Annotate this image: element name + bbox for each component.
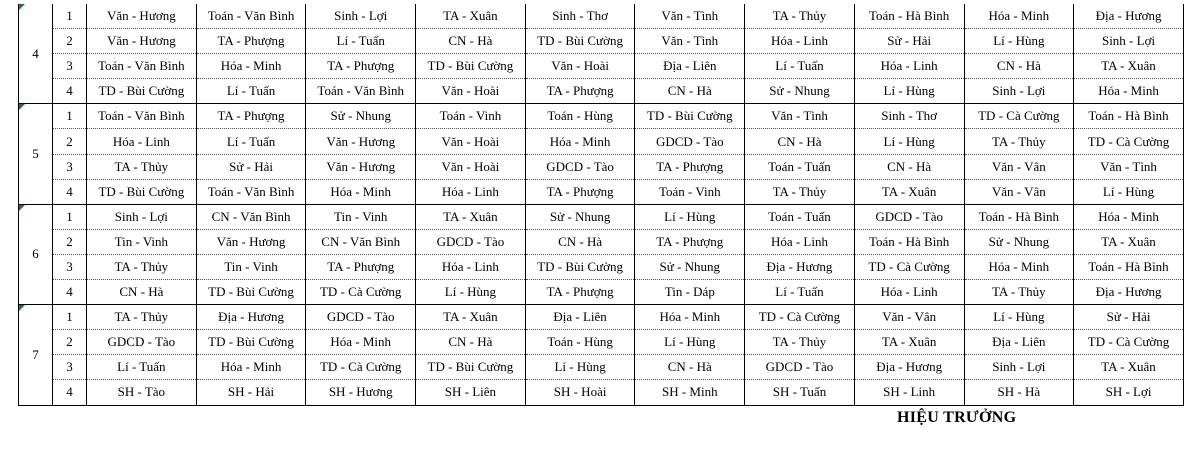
lesson-cell: Hóa - Minh	[1074, 79, 1184, 104]
lesson-cell: TA - Phượng	[635, 154, 745, 179]
lesson-cell: GDCD - Tào	[306, 305, 416, 330]
lesson-cell: TA - Xuân	[854, 330, 964, 355]
lesson-cell: Toán - Hà Bình	[1074, 104, 1184, 129]
period-cell: 4	[53, 380, 87, 405]
period-cell: 1	[53, 204, 87, 229]
lesson-cell: Sinh - Thơ	[854, 104, 964, 129]
lesson-cell: Hóa - Minh	[1074, 204, 1184, 229]
lesson-cell: Lí - Tuấn	[87, 355, 197, 380]
lesson-cell: Địa - Hương	[196, 305, 306, 330]
lesson-cell: Lí - Hùng	[525, 355, 635, 380]
lesson-cell: TA - Thủy	[745, 330, 855, 355]
lesson-cell: TA - Xuân	[1074, 229, 1184, 254]
day-label: 5	[32, 146, 39, 162]
lesson-cell: Sử - Nhung	[964, 229, 1074, 254]
lesson-cell: GDCD - Tào	[854, 204, 964, 229]
lesson-cell: TA - Thủy	[87, 254, 197, 279]
lesson-cell: TA - Phượng	[525, 79, 635, 104]
lesson-cell: TD - Bùi Cường	[416, 54, 526, 79]
lesson-cell: Lí - Hùng	[964, 305, 1074, 330]
period-cell: 2	[53, 330, 87, 355]
lesson-cell: Hóa - Minh	[525, 129, 635, 154]
period-cell: 2	[53, 129, 87, 154]
lesson-cell: Lí - Hùng	[635, 204, 745, 229]
lesson-cell: SH - Liên	[416, 380, 526, 405]
lesson-cell: TA - Thủy	[964, 129, 1074, 154]
lesson-cell: Văn - Tình	[635, 29, 745, 54]
lesson-cell: Văn - Vân	[964, 179, 1074, 204]
lesson-cell: TD - Bùi Cường	[87, 179, 197, 204]
timetable-row	[19, 179, 1184, 204]
lesson-cell: TD - Cà Cường	[964, 104, 1074, 129]
lesson-cell: Văn - Tình	[635, 4, 745, 29]
lesson-cell: Sử - Nhung	[525, 204, 635, 229]
lesson-cell: CN - Văn Bình	[196, 204, 306, 229]
lesson-cell: Toán - Văn Bình	[87, 104, 197, 129]
lesson-cell: TD - Cà Cường	[1074, 129, 1184, 154]
timetable-body	[19, 4, 1184, 405]
principal-signature-title: HIỆU TRƯỞNG	[897, 409, 1017, 426]
lesson-cell: CN - Hà	[854, 154, 964, 179]
lesson-cell: CN - Hà	[964, 54, 1074, 79]
timetable-row	[19, 254, 1184, 279]
lesson-cell: Văn - Hương	[306, 154, 416, 179]
lesson-cell: TD - Bùi Cường	[196, 330, 306, 355]
lesson-cell: TA - Phượng	[525, 280, 635, 305]
lesson-cell: Văn - Vân	[854, 305, 964, 330]
lesson-cell: SH - Tào	[87, 380, 197, 405]
day-label: 7	[32, 346, 39, 362]
lesson-cell: Lí - Tuấn	[745, 54, 855, 79]
period-cell: 1	[53, 305, 87, 330]
lesson-cell: Lí - Tuấn	[745, 280, 855, 305]
period-cell: 1	[53, 104, 87, 129]
lesson-cell: Toán - Vinh	[635, 179, 745, 204]
lesson-cell: CN - Hà	[745, 129, 855, 154]
lesson-cell: Tin - Dáp	[635, 280, 745, 305]
lesson-cell: Tin - Vinh	[87, 229, 197, 254]
lesson-cell: Hóa - Minh	[196, 355, 306, 380]
lesson-cell: SH - Minh	[635, 380, 745, 405]
timetable-row	[19, 380, 1184, 405]
lesson-cell: GDCD - Tào	[87, 330, 197, 355]
lesson-cell: Tin - Vinh	[306, 204, 416, 229]
lesson-cell: Tin - Vinh	[196, 254, 306, 279]
period-cell: 3	[53, 54, 87, 79]
lesson-cell: Địa - Liên	[964, 330, 1074, 355]
lesson-cell: TA - Xuân	[416, 4, 526, 29]
timetable-row	[19, 355, 1184, 380]
lesson-cell: Toán - Văn Bình	[196, 4, 306, 29]
lesson-cell: Địa - Liên	[635, 54, 745, 79]
lesson-cell: Toán - Hà Bình	[964, 204, 1074, 229]
lesson-cell: SH - Lợi	[1074, 380, 1184, 405]
lesson-cell: Sinh - Lợi	[964, 355, 1074, 380]
lesson-cell: Địa - Hương	[1074, 280, 1184, 305]
lesson-cell: Hóa - Minh	[306, 330, 416, 355]
lesson-cell: CN - Hà	[87, 280, 197, 305]
timetable	[18, 4, 1184, 406]
period-cell: 2	[53, 29, 87, 54]
lesson-cell: Văn - Tình	[745, 104, 855, 129]
lesson-cell: Sử - Hải	[854, 29, 964, 54]
lesson-cell: Văn - Hoài	[416, 154, 526, 179]
lesson-cell: SH - Linh	[854, 380, 964, 405]
lesson-cell: TA - Thủy	[964, 280, 1074, 305]
lesson-cell: Địa - Hương	[854, 355, 964, 380]
cell-comment-marker	[19, 4, 25, 10]
lesson-cell: Sinh - Lợi	[1074, 29, 1184, 54]
lesson-cell: Văn - Vân	[964, 154, 1074, 179]
lesson-cell: Sử - Hải	[196, 154, 306, 179]
day-cell	[19, 104, 53, 204]
lesson-cell: TD - Cà Cường	[745, 305, 855, 330]
timetable-row	[19, 79, 1184, 104]
lesson-cell: Sử - Nhung	[306, 104, 416, 129]
lesson-cell: Hóa - Linh	[416, 179, 526, 204]
lesson-cell: TD - Bùi Cường	[525, 29, 635, 54]
day-cell	[19, 4, 53, 104]
lesson-cell: Lí - Hùng	[416, 280, 526, 305]
lesson-cell: GDCD - Tào	[745, 355, 855, 380]
timetable-row	[19, 229, 1184, 254]
lesson-cell: Toán - Văn Bình	[306, 79, 416, 104]
lesson-cell: Lí - Hùng	[854, 129, 964, 154]
lesson-cell: SH - Hoài	[525, 380, 635, 405]
lesson-cell: TA - Thủy	[87, 154, 197, 179]
lesson-cell: Lí - Hùng	[854, 79, 964, 104]
lesson-cell: TA - Xuân	[416, 305, 526, 330]
lesson-cell: CN - Văn Bình	[306, 229, 416, 254]
lesson-cell: SH - Hải	[196, 380, 306, 405]
lesson-cell: CN - Hà	[525, 229, 635, 254]
cell-comment-marker	[19, 305, 25, 311]
lesson-cell: CN - Hà	[635, 79, 745, 104]
timetable-row	[19, 154, 1184, 179]
lesson-cell: TA - Phượng	[635, 229, 745, 254]
lesson-cell: TD - Bùi Cường	[196, 280, 306, 305]
lesson-cell: TA - Xuân	[416, 204, 526, 229]
lesson-cell: TD - Cà Cường	[306, 280, 416, 305]
timetable-row	[19, 104, 1184, 129]
lesson-cell: Toán - Hà Bình	[1074, 254, 1184, 279]
timetable-row	[19, 29, 1184, 54]
lesson-cell: TA - Xuân	[1074, 54, 1184, 79]
lesson-cell: Lí - Hùng	[635, 330, 745, 355]
timetable-row	[19, 4, 1184, 29]
lesson-cell: CN - Hà	[635, 355, 745, 380]
lesson-cell: TD - Bùi Cường	[635, 104, 745, 129]
lesson-cell: Hóa - Minh	[306, 179, 416, 204]
lesson-cell: SH - Tuấn	[745, 380, 855, 405]
lesson-cell: Toán - Vinh	[416, 104, 526, 129]
lesson-cell: Hóa - Linh	[854, 54, 964, 79]
lesson-cell: TA - Phượng	[306, 254, 416, 279]
lesson-cell: Hóa - Minh	[964, 254, 1074, 279]
lesson-cell: Sinh - Lợi	[87, 204, 197, 229]
lesson-cell: Địa - Liên	[525, 305, 635, 330]
lesson-cell: Toán - Hùng	[525, 104, 635, 129]
lesson-cell: Lí - Hùng	[964, 29, 1074, 54]
lesson-cell: Địa - Hương	[745, 254, 855, 279]
lesson-cell: Sinh - Thơ	[525, 4, 635, 29]
lesson-cell: TA - Xuân	[854, 179, 964, 204]
lesson-cell: TD - Bùi Cường	[525, 254, 635, 279]
lesson-cell: Toán - Hùng	[525, 330, 635, 355]
lesson-cell: Hóa - Linh	[854, 280, 964, 305]
timetable-row	[19, 330, 1184, 355]
lesson-cell: TD - Cà Cường	[854, 254, 964, 279]
lesson-cell: TA - Phượng	[196, 29, 306, 54]
lesson-cell: Hóa - Linh	[416, 254, 526, 279]
lesson-cell: Toán - Văn Bình	[196, 179, 306, 204]
day-label: 6	[32, 246, 39, 262]
period-cell: 3	[53, 254, 87, 279]
cell-comment-marker	[19, 104, 25, 110]
timetable-row	[19, 129, 1184, 154]
lesson-cell: SH - Hương	[306, 380, 416, 405]
lesson-cell: Toán - Tuấn	[745, 154, 855, 179]
lesson-cell: Sinh - Lợi	[306, 4, 416, 29]
lesson-cell: Văn - Hương	[87, 4, 197, 29]
period-cell: 4	[53, 179, 87, 204]
lesson-cell: Sử - Nhung	[635, 254, 745, 279]
lesson-cell: Văn - Hoài	[525, 54, 635, 79]
lesson-cell: Địa - Hương	[1074, 4, 1184, 29]
lesson-cell: TD - Bùi Cường	[87, 79, 197, 104]
lesson-cell: Văn - Hương	[306, 129, 416, 154]
period-cell: 4	[53, 79, 87, 104]
lesson-cell: Lí - Hùng	[1074, 179, 1184, 204]
lesson-cell: Sử - Hải	[1074, 305, 1184, 330]
lesson-cell: TA - Xuân	[1074, 355, 1184, 380]
lesson-cell: TA - Thủy	[745, 4, 855, 29]
day-label: 4	[32, 45, 39, 61]
lesson-cell: Văn - Tình	[1074, 154, 1184, 179]
lesson-cell: TD - Cà Cường	[306, 355, 416, 380]
timetable-row	[19, 54, 1184, 79]
lesson-cell: TA - Phượng	[525, 179, 635, 204]
day-cell	[19, 305, 53, 405]
lesson-cell: Hóa - Minh	[635, 305, 745, 330]
lesson-cell: TA - Thủy	[745, 179, 855, 204]
period-cell: 3	[53, 154, 87, 179]
timetable-row	[19, 305, 1184, 330]
lesson-cell: TD - Cà Cường	[1074, 330, 1184, 355]
day-cell	[19, 204, 53, 304]
period-cell: 3	[53, 355, 87, 380]
lesson-cell: Sử - Nhung	[745, 79, 855, 104]
lesson-cell: Hóa - Linh	[87, 129, 197, 154]
lesson-cell: Hóa - Linh	[745, 229, 855, 254]
lesson-cell: Hóa - Minh	[196, 54, 306, 79]
lesson-cell: Sinh - Lợi	[964, 79, 1074, 104]
lesson-cell: Toán - Văn Bình	[87, 54, 197, 79]
lesson-cell: Hóa - Linh	[745, 29, 855, 54]
lesson-cell: SH - Hà	[964, 380, 1074, 405]
lesson-cell: Toán - Tuấn	[745, 204, 855, 229]
lesson-cell: Toán - Hà Bình	[854, 4, 964, 29]
lesson-cell: Văn - Hoài	[416, 79, 526, 104]
lesson-cell: Toán - Hà Bình	[854, 229, 964, 254]
timetable-row	[19, 204, 1184, 229]
lesson-cell: Lí - Tuấn	[306, 29, 416, 54]
lesson-cell: TD - Bùi Cường	[416, 355, 526, 380]
period-cell: 2	[53, 229, 87, 254]
lesson-cell: CN - Hà	[416, 330, 526, 355]
cell-comment-marker	[19, 205, 25, 211]
lesson-cell: Văn - Hoài	[416, 129, 526, 154]
lesson-cell: Lí - Tuấn	[196, 79, 306, 104]
period-cell: 1	[53, 4, 87, 29]
lesson-cell: GDCD - Tào	[525, 154, 635, 179]
period-cell: 4	[53, 280, 87, 305]
lesson-cell: Hóa - Minh	[964, 4, 1074, 29]
lesson-cell: Văn - Hương	[196, 229, 306, 254]
lesson-cell: GDCD - Tào	[635, 129, 745, 154]
lesson-cell: CN - Hà	[416, 29, 526, 54]
lesson-cell: Văn - Hương	[87, 29, 197, 54]
lesson-cell: TA - Phượng	[306, 54, 416, 79]
lesson-cell: Lí - Tuấn	[196, 129, 306, 154]
lesson-cell: TA - Thủy	[87, 305, 197, 330]
timetable-row	[19, 280, 1184, 305]
lesson-cell: TA - Phượng	[196, 104, 306, 129]
lesson-cell: GDCD - Tào	[416, 229, 526, 254]
